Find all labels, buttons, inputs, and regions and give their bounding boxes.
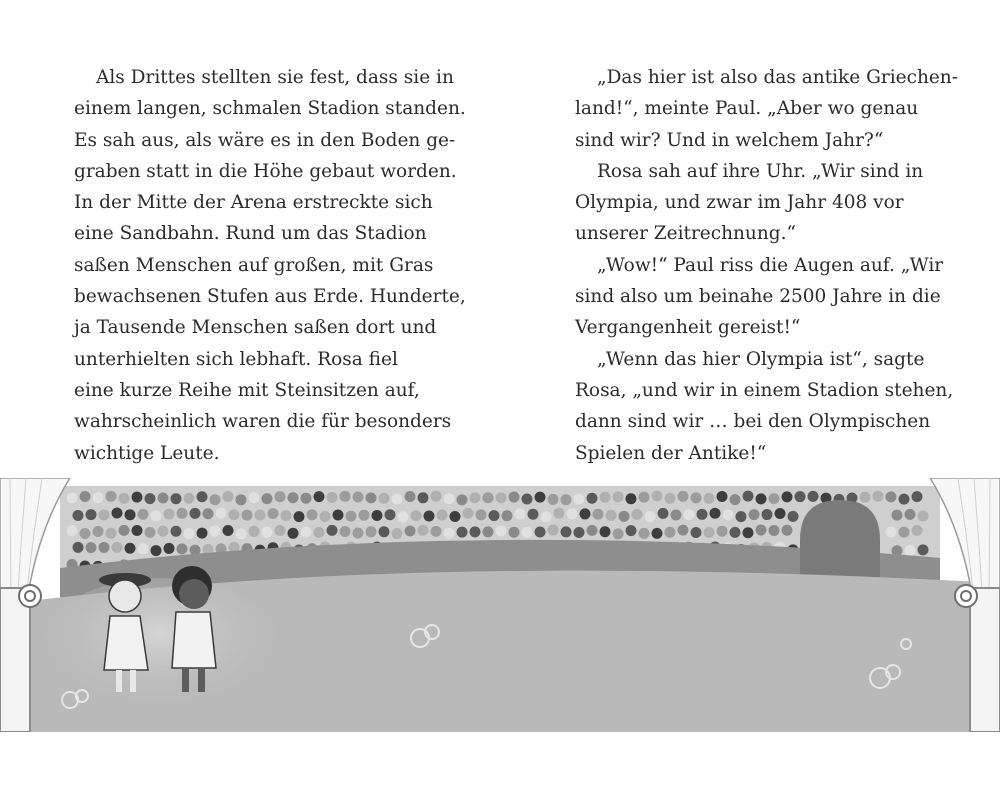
spectator-head bbox=[327, 525, 338, 536]
text-line: wahrscheinlich waren die für besonders bbox=[74, 411, 452, 433]
spectator-head bbox=[678, 491, 689, 502]
spectator-head bbox=[762, 509, 773, 520]
spectator-head bbox=[86, 509, 97, 520]
spectator-head bbox=[93, 492, 104, 503]
spectator-head bbox=[138, 543, 149, 554]
spectator-head bbox=[431, 526, 442, 537]
text-line: Rosa, „und wir in einem Stadion stehen, bbox=[575, 379, 954, 401]
spectator-head bbox=[125, 543, 136, 554]
spectator-head bbox=[554, 508, 565, 519]
spectator-head bbox=[860, 492, 871, 503]
spectator-head bbox=[775, 508, 786, 519]
text-line: sind also um beinahe 2500 Jahre in die bbox=[575, 286, 941, 308]
spectator-head bbox=[665, 493, 676, 504]
spectator-head bbox=[106, 491, 117, 502]
spectator-head bbox=[223, 525, 234, 536]
spectator-head bbox=[314, 527, 325, 538]
spectator-head bbox=[398, 511, 409, 522]
text-line: saßen Menschen auf großen, mit Gras bbox=[74, 254, 434, 276]
spectator-head bbox=[730, 494, 741, 505]
spectator-head bbox=[509, 492, 520, 503]
spectator-head bbox=[327, 492, 338, 503]
spectator-head bbox=[528, 509, 539, 520]
spectator-head bbox=[457, 527, 468, 538]
spectator-head bbox=[359, 510, 370, 521]
text-line: Vergangenheit gereist!“ bbox=[575, 317, 801, 339]
spectator-head bbox=[587, 525, 598, 536]
spectator-head bbox=[593, 509, 604, 520]
spectator-head bbox=[210, 526, 221, 537]
spectator-head bbox=[366, 492, 377, 503]
spectator-head bbox=[626, 525, 637, 536]
spectator-head bbox=[723, 509, 734, 520]
spectator-head bbox=[216, 508, 227, 519]
spectator-head bbox=[483, 492, 494, 503]
spectator-head bbox=[470, 526, 481, 537]
spectator-head bbox=[782, 525, 793, 536]
spectator-head bbox=[905, 545, 916, 556]
spectator-head bbox=[281, 510, 292, 521]
spectator-head bbox=[788, 511, 799, 522]
spectator-head bbox=[288, 528, 299, 539]
spectator-head bbox=[177, 508, 188, 519]
spectator-head bbox=[333, 509, 344, 520]
spectator-head bbox=[340, 526, 351, 537]
spectator-head bbox=[379, 526, 390, 537]
spectator-head bbox=[873, 491, 884, 502]
spectator-head bbox=[385, 509, 396, 520]
spectator-head bbox=[177, 543, 188, 554]
spectator-head bbox=[275, 525, 286, 536]
spectator-head bbox=[587, 493, 598, 504]
spectator-head bbox=[502, 510, 513, 521]
spectator-head bbox=[463, 508, 474, 519]
spectator-head bbox=[106, 528, 117, 539]
spectator-head bbox=[275, 491, 286, 502]
spectator-head bbox=[548, 494, 559, 505]
spectator-head bbox=[132, 525, 143, 536]
spectator-head bbox=[697, 509, 708, 520]
text-line: Spielen der Antike!“ bbox=[575, 442, 767, 464]
spectator-head bbox=[392, 528, 403, 539]
left-text-column bbox=[74, 62, 466, 469]
spectator-head bbox=[379, 493, 390, 504]
spectator-head bbox=[164, 509, 175, 520]
spectator-head bbox=[158, 526, 169, 537]
text-line: Olympia, und zwar im Jahr 408 vor bbox=[575, 192, 904, 214]
text-line: eine Sandbahn. Rund um das Stadion bbox=[74, 223, 427, 245]
spectator-head bbox=[691, 492, 702, 503]
spectator-head bbox=[67, 525, 78, 536]
spectator-head bbox=[112, 508, 123, 519]
spectator-head bbox=[743, 491, 754, 502]
spectator-head bbox=[899, 494, 910, 505]
spectator-head bbox=[756, 525, 767, 536]
spectator-head bbox=[138, 509, 149, 520]
spectator-head bbox=[210, 494, 221, 505]
arena-gate bbox=[800, 500, 880, 586]
spectator-head bbox=[346, 511, 357, 522]
spectator-head bbox=[223, 491, 234, 502]
spectator-head bbox=[606, 510, 617, 521]
spectator-head bbox=[197, 528, 208, 539]
spectator-head bbox=[353, 491, 364, 502]
spectator-head bbox=[918, 544, 929, 555]
spectator-head bbox=[424, 511, 435, 522]
spectator-head bbox=[515, 508, 526, 519]
spectator-head bbox=[125, 509, 136, 520]
spectator-head bbox=[93, 526, 104, 537]
spectator-head bbox=[67, 492, 78, 503]
spectator-head bbox=[567, 508, 578, 519]
stadium-illustration bbox=[0, 478, 1000, 732]
spectator-head bbox=[665, 527, 676, 538]
spectator-head bbox=[541, 511, 552, 522]
text-line: „Wenn das hier Olympia ist“, sagte bbox=[597, 348, 925, 370]
spectator-head bbox=[704, 493, 715, 504]
spectator-head bbox=[262, 493, 273, 504]
spectator-head bbox=[145, 527, 156, 538]
spectator-head bbox=[405, 491, 416, 502]
spectator-head bbox=[743, 527, 754, 538]
spectator-head bbox=[119, 493, 130, 504]
spectator-head bbox=[80, 528, 91, 539]
spectator-head bbox=[405, 525, 416, 536]
spectator-head bbox=[366, 526, 377, 537]
text-line: sind wir? Und in welchem Jahr?“ bbox=[575, 129, 884, 151]
spectator-head bbox=[294, 511, 305, 522]
spectator-head bbox=[710, 508, 721, 519]
spectator-head bbox=[249, 492, 260, 503]
spectator-head bbox=[437, 510, 448, 521]
spectator-head bbox=[678, 525, 689, 536]
spectator-head bbox=[457, 494, 468, 505]
spectator-head bbox=[320, 511, 331, 522]
spectator-head bbox=[918, 510, 929, 521]
spectator-head bbox=[203, 508, 214, 519]
spectator-head bbox=[73, 542, 84, 553]
spectator-head bbox=[730, 527, 741, 538]
spectator-head bbox=[658, 508, 669, 519]
spectator-head bbox=[905, 509, 916, 520]
spectator-head bbox=[99, 542, 110, 553]
text-line: Es sah aus, als wäre es in den Boden ge- bbox=[74, 129, 456, 151]
spectator-head bbox=[756, 493, 767, 504]
spectator-head bbox=[99, 509, 110, 520]
spectator-head bbox=[652, 491, 663, 502]
spectator-head bbox=[912, 491, 923, 502]
spectator-head bbox=[509, 527, 520, 538]
spectator-head bbox=[301, 493, 312, 504]
spectator-head bbox=[632, 509, 643, 520]
spectator-head bbox=[444, 528, 455, 539]
spectator-head bbox=[255, 510, 266, 521]
text-line: Rosa sah auf ihre Uhr. „Wir sind in bbox=[597, 160, 924, 182]
spectator-head bbox=[483, 526, 494, 537]
right-text-column bbox=[575, 62, 958, 469]
spectator-head bbox=[496, 525, 507, 536]
spectator-head bbox=[249, 526, 260, 537]
spectator-head bbox=[652, 528, 663, 539]
spectator-head bbox=[574, 527, 585, 538]
spectator-head bbox=[151, 545, 162, 556]
spectator-head bbox=[184, 493, 195, 504]
spectator-head bbox=[301, 527, 312, 538]
spectator-head bbox=[626, 493, 637, 504]
spectator-head bbox=[145, 493, 156, 504]
spectator-head bbox=[522, 527, 533, 538]
spectator-head bbox=[262, 527, 273, 538]
spectator-head bbox=[197, 491, 208, 502]
spectator-head bbox=[671, 509, 682, 520]
spectator-head bbox=[645, 511, 656, 522]
spectator-head bbox=[340, 491, 351, 502]
spectator-head bbox=[476, 509, 487, 520]
text-line: „Das hier ist also das antike Griechen- bbox=[597, 67, 958, 88]
spectator-head bbox=[151, 510, 162, 521]
spectator-head bbox=[613, 528, 624, 539]
spectator-head bbox=[171, 493, 182, 504]
text-line: In der Mitte der Arena erstreckte sich bbox=[74, 192, 433, 214]
text-line: graben statt in die Höhe gebaut worden. bbox=[74, 160, 457, 182]
spectator-head bbox=[535, 526, 546, 537]
text-line: einem langen, schmalen Stadion standen. bbox=[74, 98, 466, 120]
text-line: „Wow!“ Paul riss die Augen auf. „Wir bbox=[597, 254, 944, 276]
spectator-head bbox=[736, 511, 747, 522]
spectator-head bbox=[431, 491, 442, 502]
text-line: bewachsenen Stufen aus Erde. Hunderte, bbox=[74, 286, 466, 308]
spectator-head bbox=[418, 492, 429, 503]
text-line: unterhielten sich lebhaft. Rosa fiel bbox=[74, 348, 398, 370]
spectator-head bbox=[717, 491, 728, 502]
spectator-head bbox=[158, 492, 169, 503]
spectator-head bbox=[535, 492, 546, 503]
spectator-head bbox=[769, 493, 780, 504]
spectator-head bbox=[489, 510, 500, 521]
spectator-head bbox=[600, 526, 611, 537]
spectator-head bbox=[548, 525, 559, 536]
spectator-head bbox=[717, 526, 728, 537]
spectator-head bbox=[886, 526, 897, 537]
spectator-head bbox=[392, 494, 403, 505]
text-line: ja Tausende Menschen saßen dort und bbox=[74, 317, 437, 339]
spectator-head bbox=[353, 528, 364, 539]
spectator-head bbox=[112, 542, 123, 553]
spectator-head bbox=[704, 527, 715, 538]
spectator-head bbox=[522, 493, 533, 504]
spectator-head bbox=[132, 492, 143, 503]
spectator-head bbox=[749, 509, 760, 520]
spectator-head bbox=[184, 528, 195, 539]
spectator-head bbox=[769, 525, 780, 536]
spectator-head bbox=[561, 526, 572, 537]
spectator-head bbox=[886, 491, 897, 502]
spectator-head bbox=[229, 509, 240, 520]
spectator-head bbox=[307, 509, 318, 520]
spectator-head bbox=[236, 528, 247, 539]
spectator-head bbox=[912, 525, 923, 536]
spectator-head bbox=[639, 492, 650, 503]
spectator-head bbox=[314, 491, 325, 502]
text-line: Als Drittes stellten sie fest, dass sie in bbox=[96, 67, 454, 88]
text-line: unserer Zeitrechnung.“ bbox=[575, 223, 796, 245]
text-line: eine kurze Reihe mit Steinsitzen auf, bbox=[74, 379, 420, 401]
spectator-head bbox=[613, 491, 624, 502]
spectator-head bbox=[119, 525, 130, 536]
text-line: wichtige Leute. bbox=[74, 442, 220, 464]
spectator-head bbox=[86, 542, 97, 553]
spectator-head bbox=[892, 510, 903, 521]
spectator-head bbox=[190, 508, 201, 519]
spectator-head bbox=[496, 492, 507, 503]
spectator-head bbox=[470, 492, 481, 503]
spectator-head bbox=[236, 494, 247, 505]
spectator-head bbox=[288, 492, 299, 503]
spectator-head bbox=[242, 510, 253, 521]
spectator-head bbox=[164, 543, 175, 554]
text-line: land!“, meinte Paul. „Aber wo genau bbox=[575, 98, 919, 120]
spectator-head bbox=[899, 527, 910, 538]
spectator-head bbox=[171, 526, 182, 537]
spectator-head bbox=[411, 510, 422, 521]
spectator-head bbox=[73, 510, 84, 521]
spectator-head bbox=[691, 527, 702, 538]
spectator-head bbox=[574, 493, 585, 504]
spectator-head bbox=[639, 528, 650, 539]
spectator-head bbox=[795, 491, 806, 502]
spectator-head bbox=[444, 493, 455, 504]
spectator-head bbox=[561, 494, 572, 505]
spectator-head bbox=[808, 491, 819, 502]
spectator-head bbox=[418, 525, 429, 536]
text-line: dann sind wir … bei den Olympischen bbox=[575, 411, 931, 433]
spectator-head bbox=[372, 510, 383, 521]
spectator-head bbox=[684, 509, 695, 520]
spectator-head bbox=[782, 491, 793, 502]
spectator-head bbox=[600, 492, 611, 503]
spectator-head bbox=[450, 511, 461, 522]
spectator-head bbox=[268, 508, 279, 519]
spectator-head bbox=[619, 511, 630, 522]
spectator-head bbox=[580, 508, 591, 519]
spectator-head bbox=[80, 491, 91, 502]
